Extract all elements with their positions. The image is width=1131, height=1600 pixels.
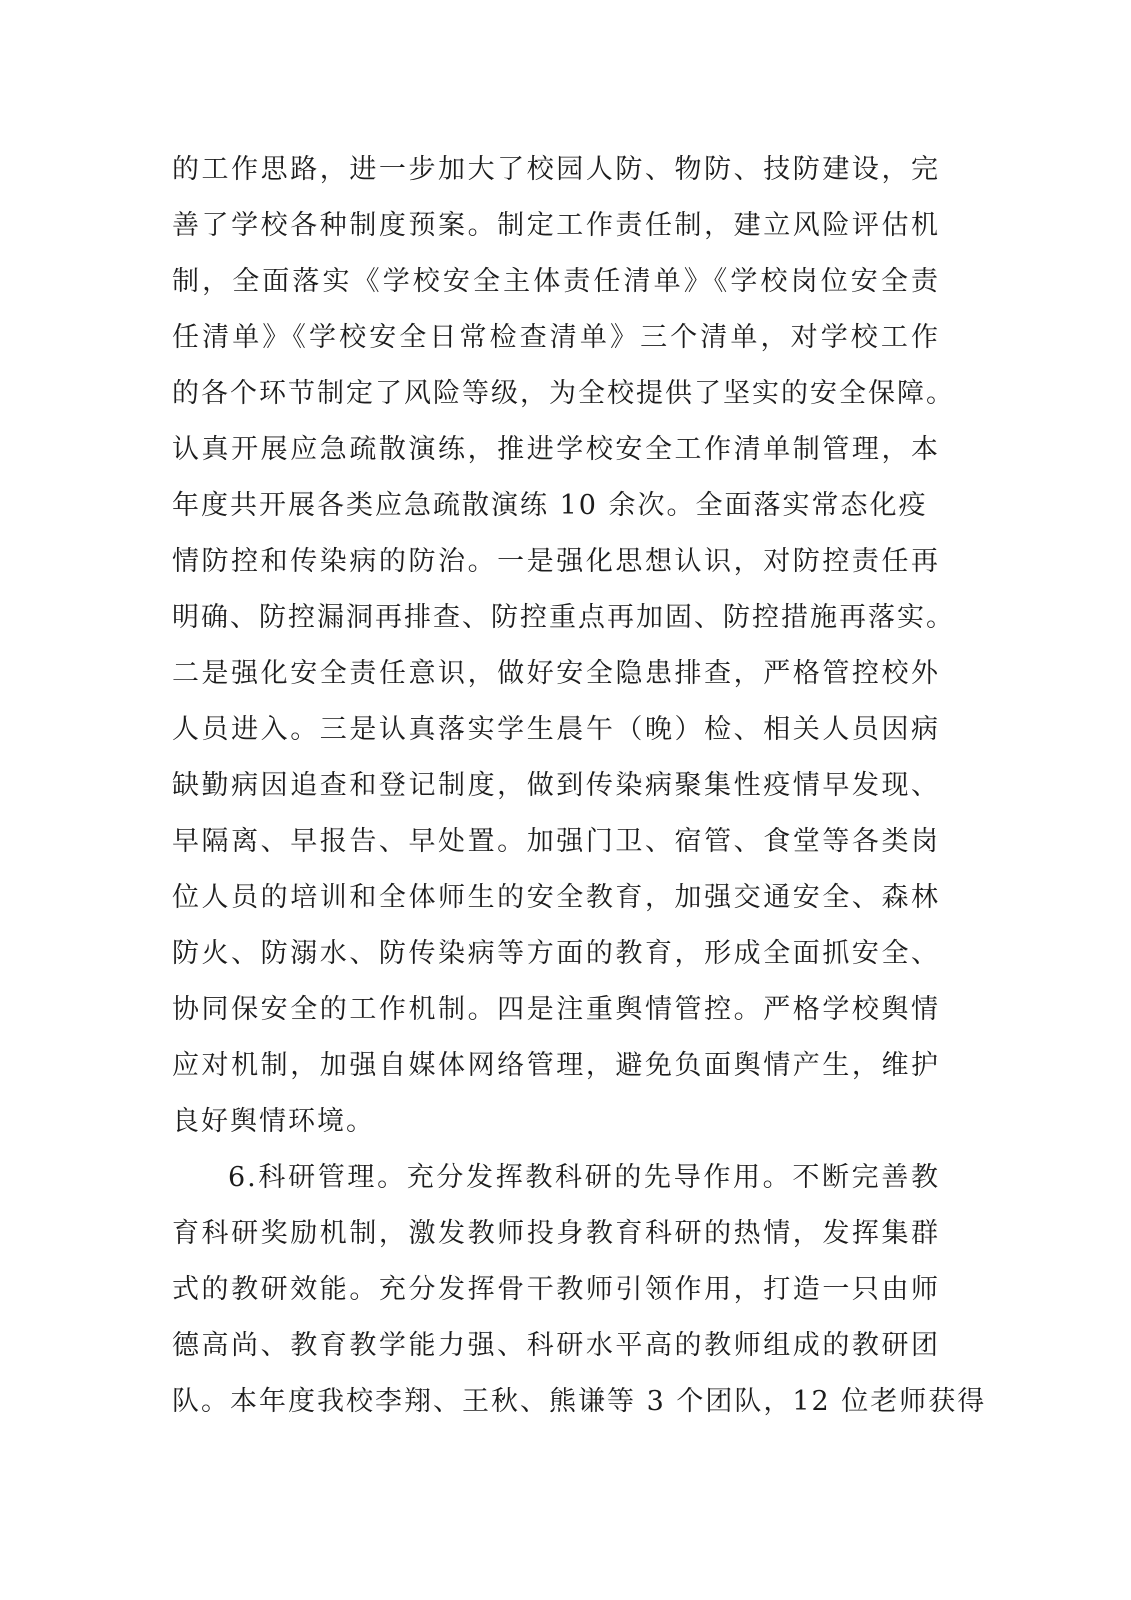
body-text [172, 142, 987, 1430]
text-line: 明确、防控漏洞再排查、防控重点再加固、防控措施再落实。 [172, 602, 955, 633]
text-line: 任清单》《学校安全日常检查清单》三个清单，对学校工作 [172, 322, 940, 353]
text-line: 防火、防溺水、防传染病等方面的教育，形成全面抓安全、 [172, 938, 940, 969]
text-line: 二是强化安全责任意识，做好安全隐患排查，严格管控校外 [172, 658, 940, 689]
text-line: 制，全面落实《学校安全主体责任清单》《学校岗位安全责 [172, 266, 940, 297]
text-line: 的工作思路，进一步加大了校园人防、物防、技防建设，完 [172, 154, 940, 185]
text-line: 人员进入。三是认真落实学生晨午（晚）检、相关人员因病 [172, 714, 940, 745]
text-line: 队。本年度我校李翔、王秋、熊谦等 3 个团队，12 位老师获得 [172, 1386, 987, 1417]
text-line: 的各个环节制定了风险等级，为全校提供了坚实的安全保障。 [172, 378, 955, 409]
text-line: 位人员的培训和全体师生的安全教育，加强交通安全、森林 [172, 882, 940, 913]
text-line: 年度共开展各类应急疏散演练 10 余次。全面落实常态化疫 [172, 490, 928, 521]
text-line: 式的教研效能。充分发挥骨干教师引领作用，打造一只由师 [172, 1274, 940, 1305]
text-line: 协同保安全的工作机制。四是注重舆情管控。严格学校舆情 [172, 994, 940, 1025]
text-line: 认真开展应急疏散演练，推进学校安全工作清单制管理，本 [172, 434, 940, 465]
text-line: 应对机制，加强自媒体网络管理，避免负面舆情产生，维护 [172, 1050, 940, 1081]
text-line: 缺勤病因追查和登记制度，做到传染病聚集性疫情早发现、 [172, 770, 940, 801]
text-line: 善了学校各种制度预案。制定工作责任制，建立风险评估机 [172, 210, 940, 241]
text-line: 良好舆情环境。 [172, 1106, 375, 1137]
text-line: 早隔离、早报告、早处置。加强门卫、宿管、食堂等各类岗 [172, 826, 940, 857]
text-line: 育科研奖励机制，激发教师投身教育科研的热情，发挥集群 [172, 1218, 940, 1249]
section-heading-line: 6.科研管理。充分发挥教科研的先导作用。不断完善教 [228, 1162, 940, 1193]
text-line: 德高尚、教育教学能力强、科研水平高的教师组成的教研团 [172, 1330, 940, 1361]
text-line: 情防控和传染病的防治。一是强化思想认识，对防控责任再 [172, 546, 940, 577]
